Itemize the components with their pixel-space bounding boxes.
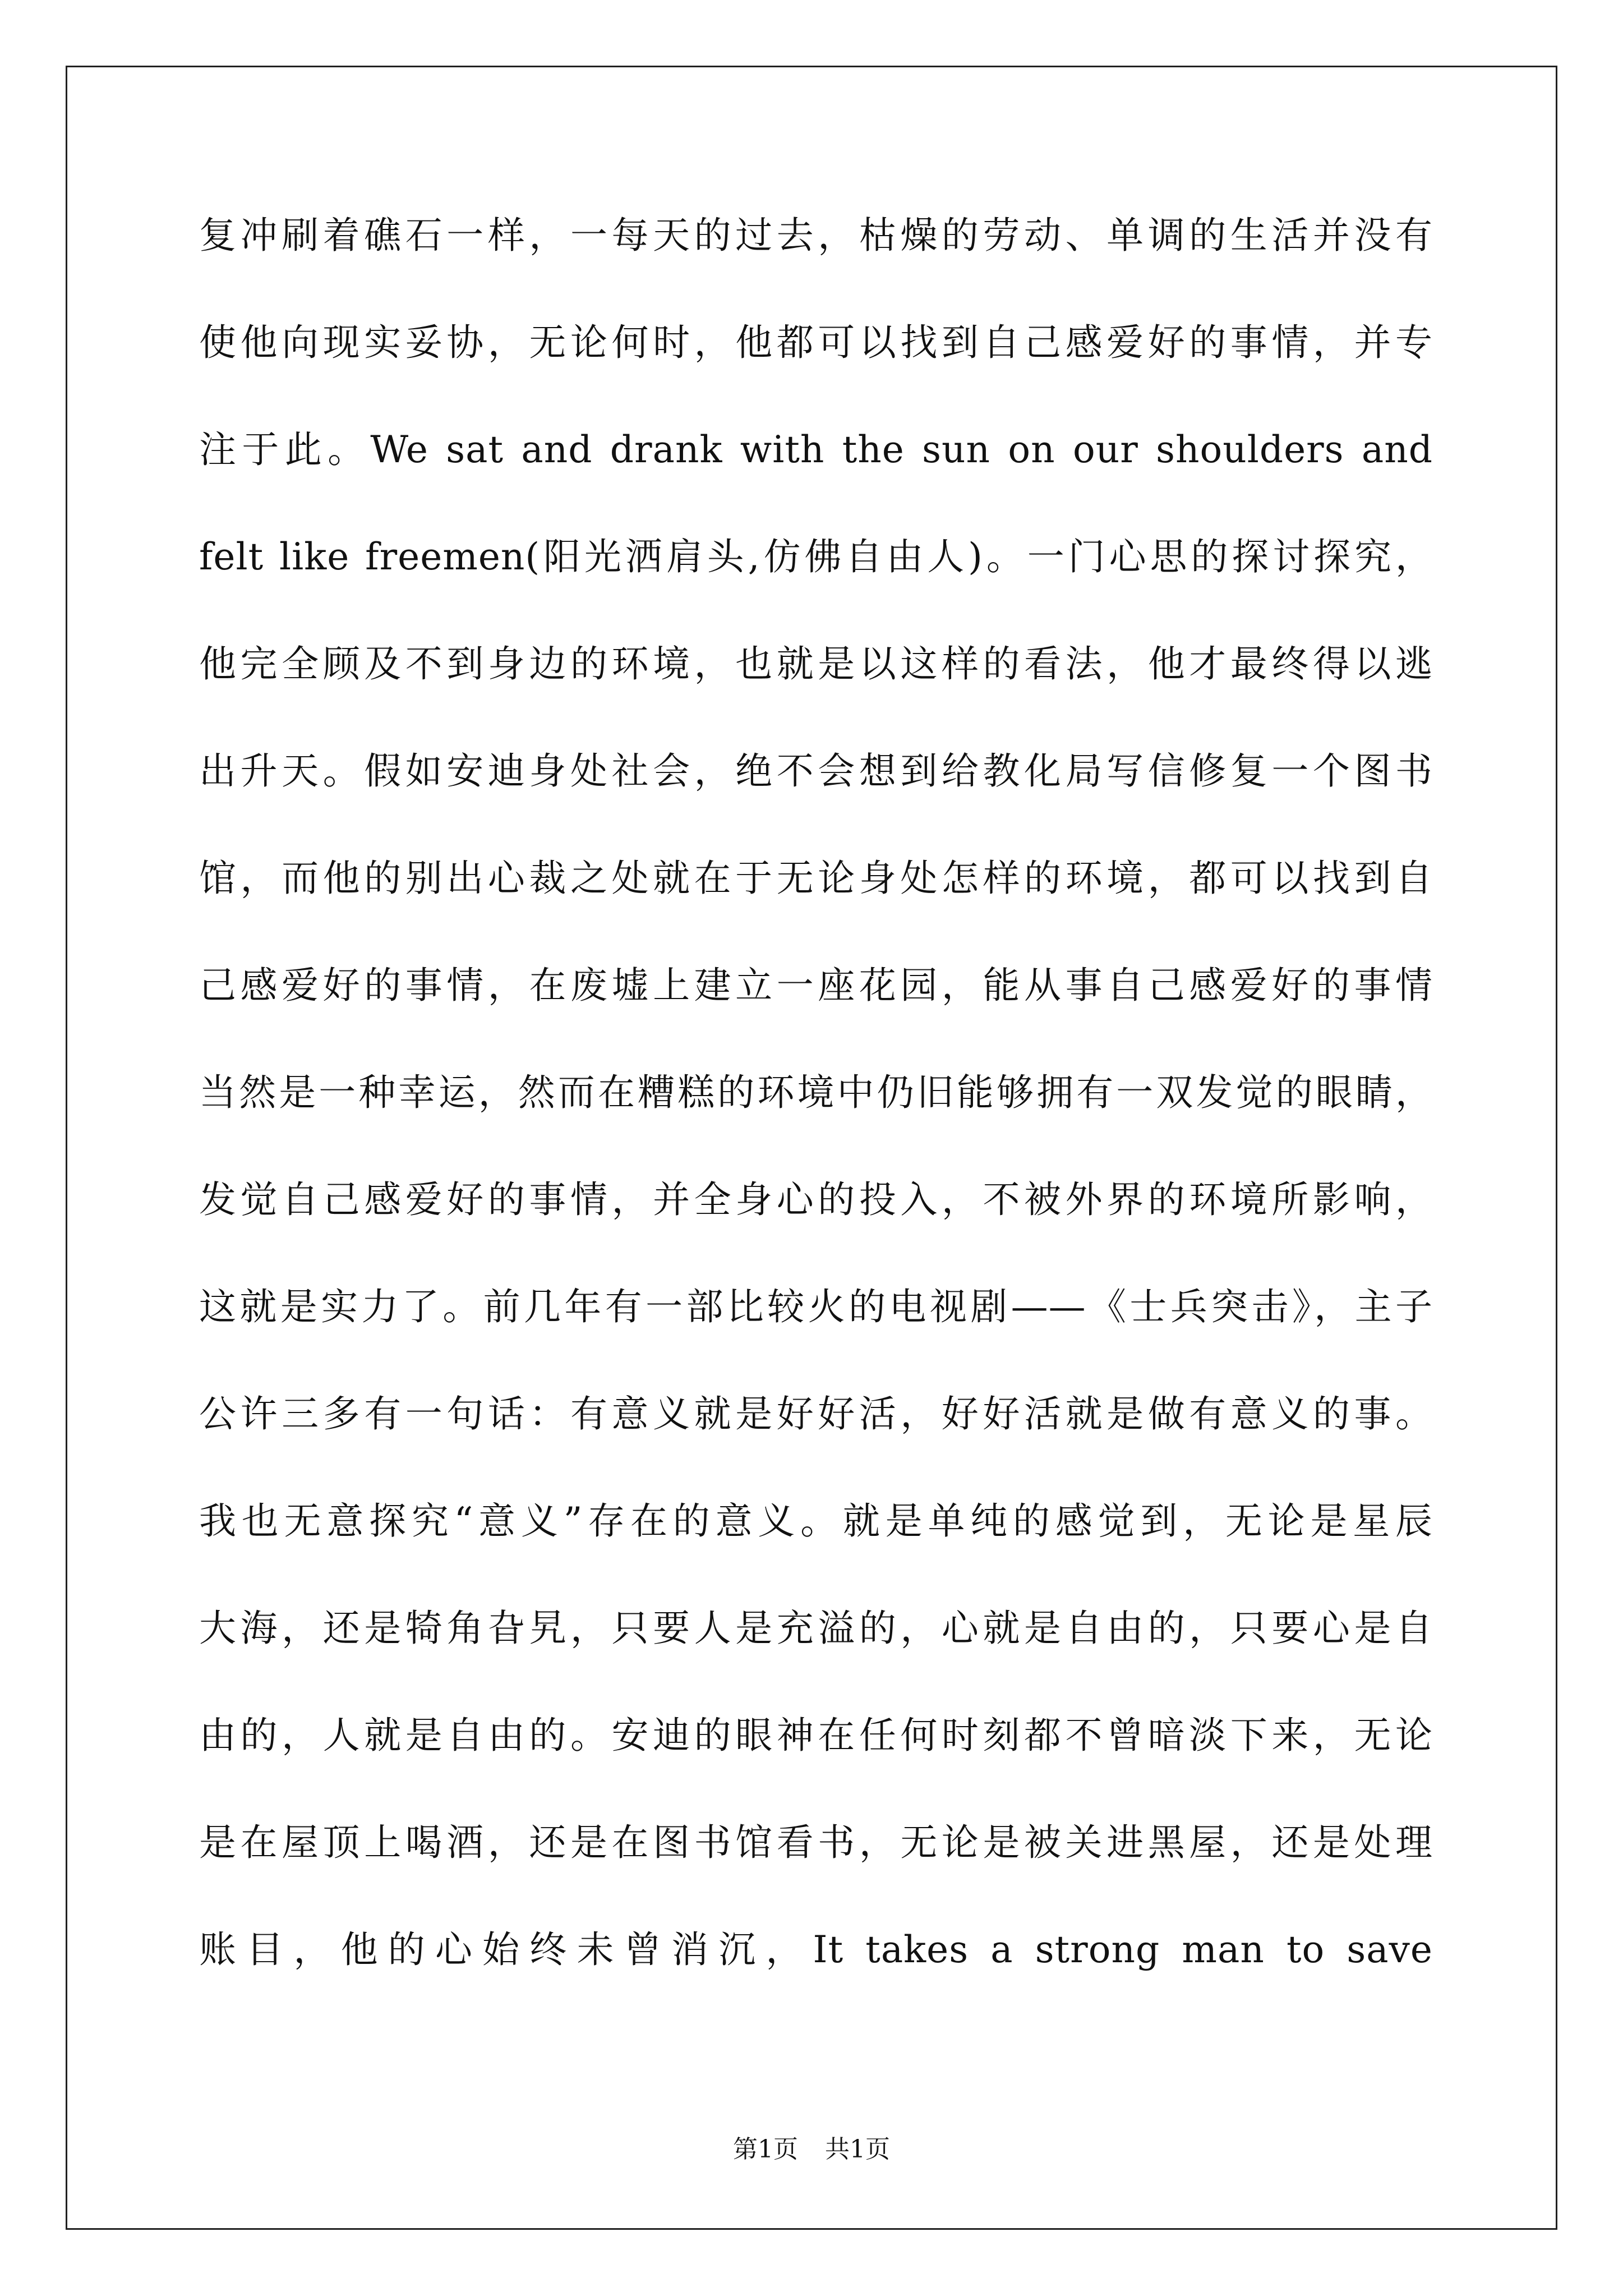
text-line-12: 公许三多有一句话：有意义就是好好活，好好活就是做有意义的事。 [199, 1392, 1433, 1435]
text-line-10: 发觉自己感爱好的事情，并全身心的投入，不被外界的环境所影响， [199, 1178, 1433, 1221]
text-line-7: 馆，而他的别出心裁之处就在于无论身处怎样的环境，都可以找到自 [199, 857, 1433, 900]
text-line-11: 这就是实力了。前几年有一部比较火的电视剧——《士兵突击》，主子 [199, 1285, 1433, 1328]
page-footer [0, 2129, 1623, 2165]
text-line-13: 我也无意探究“意义”存在的意义。就是单纯的感觉到，无论是星辰 [199, 1499, 1433, 1543]
text-line-9: 当然是一种幸运，然而在糟糕的环境中仍旧能够拥有一双发觉的眼睛， [199, 1071, 1433, 1114]
text-line-15: 由的，人就是自由的。安迪的眼神在任何时刻都不曾暗淡下来，无论 [199, 1714, 1433, 1757]
page-number: 第1页 [733, 2135, 798, 2164]
text-line-14: 大海，还是犄角旮旯，只要人是充溢的，心就是自由的，只要心是自 [199, 1607, 1433, 1650]
page-total: 共1页 [825, 2135, 890, 2164]
text-line-1: 复冲刷着礁石一样，一每天的过去，枯燥的劳动、单调的生活并没有 [199, 214, 1433, 257]
text-line-5: 他完全顾及不到身边的环境，也就是以这样的看法，他才最终得以逃 [199, 642, 1433, 685]
document-body [199, 202, 1433, 2023]
text-line-3: 注于此。We sat and drank with the sun on our shoulders and [199, 428, 1433, 471]
text-line-16: 是在屋顶上喝酒，还是在图书馆看书，无论是被关进黑屋，还是处理 [199, 1821, 1433, 1864]
text-line-6: 出升天。假如安迪身处社会，绝不会想到给教化局写信修复一个图书 [199, 749, 1433, 793]
text-line-8: 己感爱好的事情，在废墟上建立一座花园，能从事自己感爱好的事情 [199, 964, 1433, 1007]
text-line-2: 使他向现实妥协，无论何时，他都可以找到自己感爱好的事情，并专 [199, 321, 1433, 364]
text-line-17: 账目，他的心始终未曾消沉，It takes a strong man to save [199, 1928, 1433, 1971]
text-line-4: felt like freemen(阳光洒肩头,仿佛自由人)。一门心思的探讨探究， [199, 535, 1433, 578]
